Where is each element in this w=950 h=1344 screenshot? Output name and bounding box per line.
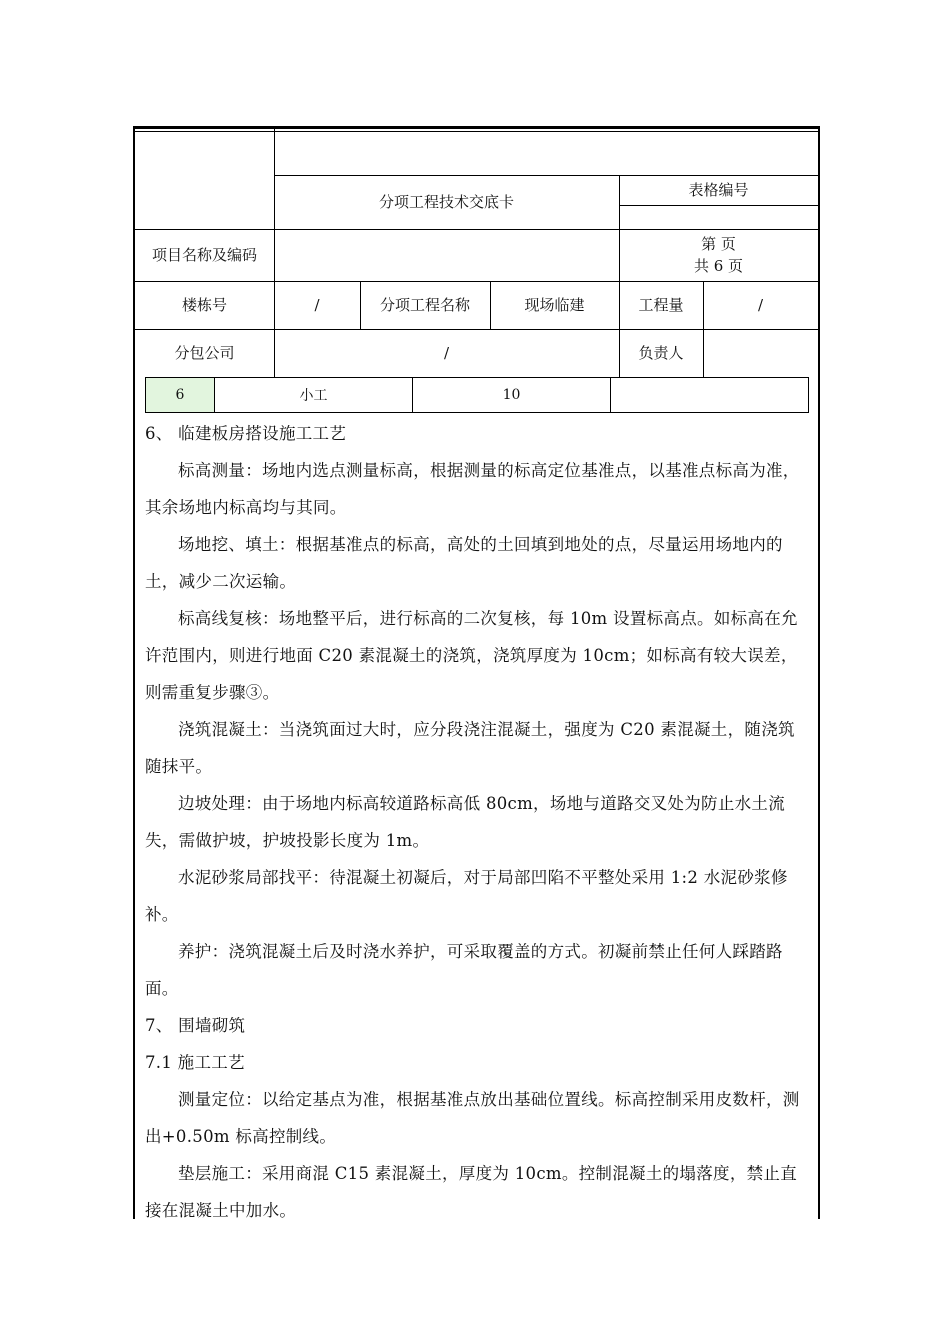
form-number-field	[619, 205, 818, 229]
responsible-value	[703, 329, 818, 377]
quantity-label: 工程量	[638, 296, 684, 314]
subitem-label: 分项工程名称	[379, 296, 470, 314]
paragraph: 标高测量：场地内选点测量标高，根据测量的标高定位基准点，以基准点标高为准，其余场地内标高均与其同。	[145, 461, 800, 517]
form-number-label: 表格编号	[688, 181, 749, 199]
document-frame	[133, 126, 820, 1219]
quantity-value: /	[757, 296, 764, 314]
responsible-label: 负责人	[638, 344, 684, 362]
paragraph: 标高线复核：场地整平后，进行标高的二次复核，每 10m 设置标高点。如标高在允许范围内，则进行地面 C20 素混凝土的浇筑，浇筑厚度为 10cm；如标高有较大误差，则需重复步骤③。	[145, 609, 798, 702]
double-rule	[135, 131, 818, 132]
paragraph: 垫层施工：采用商混 C15 素混凝土，厚度为 10cm。控制混凝土的塌落度，禁止直接在混凝土中加水。	[145, 1164, 798, 1220]
paragraph: 浇筑混凝土：当浇筑面过大时，应分段浇注混凝土，强度为 C20 素混凝土，随浇筑随抹平。	[145, 720, 795, 776]
page-info	[619, 229, 818, 281]
paragraph: 养护：浇筑混凝土后及时浇水养护，可采取覆盖的方式。初凝前禁止任何人踩踏路面。	[145, 942, 783, 998]
subcontractor-label: 分包公司	[174, 344, 235, 362]
section-heading: 7、 围墙砌筑	[145, 1016, 246, 1035]
labor-row-count: 10	[413, 378, 611, 412]
body-content	[145, 415, 809, 1229]
paragraph: 水泥砂浆局部找平：待混凝土初凝后，对于局部凹陷不平整处采用 1:2 水泥砂浆修补。	[145, 868, 788, 924]
doc-title: 分项工程技术交底卡	[378, 193, 514, 211]
paragraph: 测量定位：以给定基点为准，根据基准点放出基础位置线。标高控制采用皮数杆，测出+0.50m 标高控制线。	[145, 1090, 800, 1146]
subcontractor-value: /	[443, 344, 450, 362]
labor-row-type: 小工	[215, 378, 413, 412]
project-label: 项目名称及编码	[151, 246, 257, 264]
labor-row-number: 6	[146, 378, 215, 412]
building-label: 楼栋号	[181, 296, 227, 314]
labor-row-note	[611, 378, 808, 412]
project-value	[274, 229, 619, 281]
subitem-value: 现场临建	[524, 296, 585, 314]
section-heading: 7.1 施工工艺	[145, 1053, 245, 1072]
paragraph: 场地挖、填土：根据基准点的标高，高处的土回填到地处的点，尽量运用场地内的土，减少二次运输。	[145, 535, 783, 591]
labor-table-row	[145, 377, 809, 413]
total-pages: 共 6 页	[693, 257, 744, 275]
section-heading: 6、 临建板房搭设施工工艺	[145, 424, 347, 443]
building-value: /	[314, 296, 320, 314]
paragraph: 边坡处理：由于场地内标高较道路标高低 80cm，场地与道路交叉处为防止水土流失，需做护坡，护坡投影长度为 1m。	[145, 794, 786, 850]
page-number: 第 页	[701, 235, 736, 253]
